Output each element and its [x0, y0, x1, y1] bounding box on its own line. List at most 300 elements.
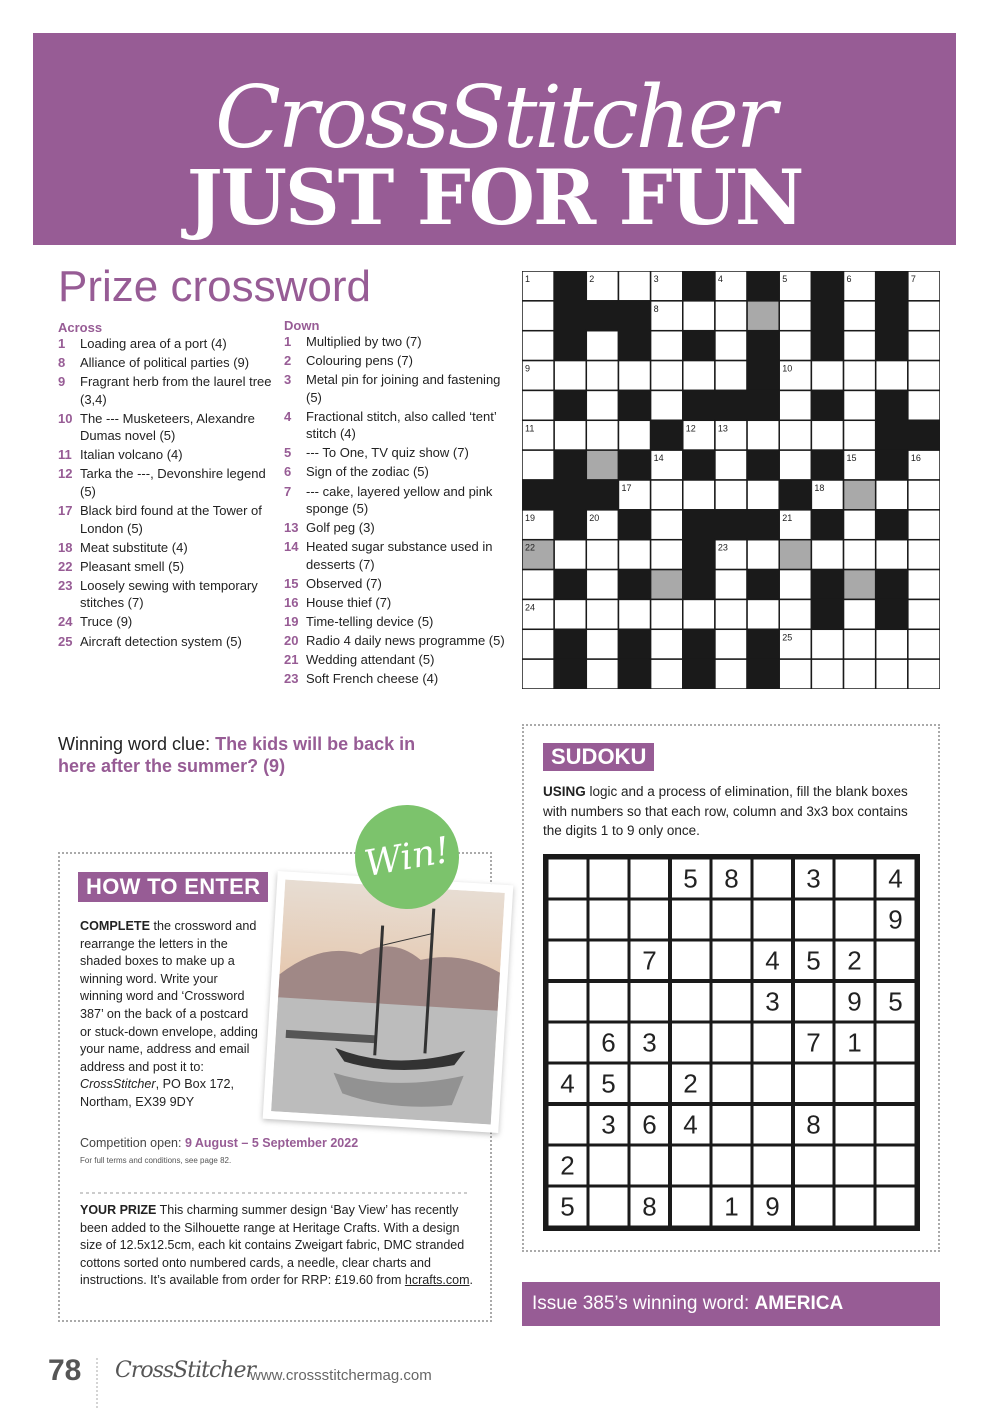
sudoku-cell[interactable]: [713, 901, 751, 939]
crossword-block: [747, 570, 779, 600]
address-brand: CrossStitcher: [80, 1077, 156, 1092]
down-clue: [284, 408, 506, 443]
crossword-cell[interactable]: [779, 301, 811, 331]
clue-text: Observed (7): [306, 575, 382, 591]
sudoku-cell[interactable]: [877, 1065, 915, 1103]
sudoku-cell[interactable]: [590, 1147, 628, 1185]
crossword-grid[interactable]: [522, 271, 940, 689]
crossword-cell-number: 23: [717, 542, 728, 553]
crossword-cell[interactable]: [844, 540, 876, 570]
crossword-cell-number: 18: [814, 483, 825, 493]
crossword-cell[interactable]: [844, 510, 876, 540]
crossword-block: [876, 570, 908, 600]
crossword-shaded-cell[interactable]: [844, 570, 876, 600]
crossword-cell[interactable]: [586, 599, 618, 629]
clue-text: Radio 4 daily news programme (5): [306, 633, 505, 649]
sudoku-digit: 3: [806, 863, 821, 894]
clue-number: 5: [284, 445, 292, 461]
sudoku-cell[interactable]: [590, 942, 628, 980]
sudoku-cell[interactable]: [549, 1106, 587, 1144]
crossword-cell[interactable]: [618, 361, 650, 391]
crossword-block: [618, 301, 650, 331]
prize-link[interactable]: hcrafts.com: [404, 1273, 470, 1288]
sudoku-cell[interactable]: [713, 1024, 751, 1062]
sudoku-digit: 1: [847, 1027, 862, 1058]
crossword-cell[interactable]: [715, 450, 747, 480]
win-badge: Win!: [347, 797, 467, 917]
sudoku-digit: 4: [888, 863, 903, 894]
sudoku-instr-bold: USING: [543, 784, 586, 799]
sudoku-digit: 4: [683, 1109, 698, 1140]
winning-word-clue: [58, 733, 458, 777]
sudoku-digit: 7: [806, 1027, 821, 1058]
sudoku-cell[interactable]: [672, 1147, 710, 1185]
crossword-cell[interactable]: [522, 659, 554, 689]
crossword-block: [683, 271, 715, 301]
across-clue: [58, 465, 273, 500]
footer-logo: CrossStitcher: [115, 1358, 255, 1383]
clue-number: 16: [284, 594, 299, 610]
crossword-block: [908, 420, 940, 450]
crossword-cell[interactable]: [747, 480, 779, 510]
across-list: [58, 335, 273, 650]
crossword-block: [618, 510, 650, 540]
sudoku-digit: 5: [683, 863, 698, 894]
sudoku-cell[interactable]: [713, 1147, 751, 1185]
sudoku-cell[interactable]: [754, 1065, 792, 1103]
crossword-shaded-cell[interactable]: [844, 480, 876, 510]
crossword-cell[interactable]: [844, 361, 876, 391]
sudoku-cell[interactable]: [795, 983, 833, 1021]
crossword-block: [554, 301, 586, 331]
crossword-cell-number: 11: [525, 423, 535, 434]
sudoku-cell[interactable]: [672, 983, 710, 1021]
clue-number: 17: [58, 503, 73, 519]
across-clue: [58, 577, 273, 612]
crossword-cell[interactable]: [715, 361, 747, 391]
winning-clue-label: Winning word clue:: [58, 734, 216, 754]
prize-body: This charming summer design ‘Bay View’ has recently been added to the Silhouette range at Heritage Crafts. With a design size of 12.5x12.5cm, each kit contains Zweigart fabric, DMC stranded cottons sorted onto numbered cards, a needle, clear charts and instructions. It’s available from order for RRP: £19.60 from: [80, 1203, 465, 1288]
crossword-block: [618, 570, 650, 600]
crossword-block: [876, 301, 908, 331]
crossword-cell[interactable]: [683, 599, 715, 629]
crossword-cell[interactable]: [683, 301, 715, 331]
crossword-cell[interactable]: [586, 420, 618, 450]
sudoku-cell[interactable]: [672, 901, 710, 939]
crossword-block: [811, 570, 843, 600]
crossword-cell[interactable]: [618, 599, 650, 629]
winning-clue-text: The kids will be back in here after the summer? (9): [58, 734, 416, 776]
crossword-block: [811, 450, 843, 480]
sudoku-cell[interactable]: [590, 983, 628, 1021]
clue-number: 22: [58, 558, 73, 574]
crossword-cell[interactable]: [908, 570, 940, 600]
down-clue: [284, 670, 506, 688]
crossword-block: [876, 450, 908, 480]
crossword-shaded-cell[interactable]: [779, 540, 811, 570]
crossword-cell[interactable]: [844, 420, 876, 450]
crossword-cell[interactable]: [618, 420, 650, 450]
crossword-block: [811, 510, 843, 540]
crossword-block: [554, 450, 586, 480]
clue-text: Aircraft detection system (5): [80, 633, 242, 649]
down-clue: [284, 575, 506, 593]
crossword-block: [554, 390, 586, 420]
sudoku-digit: 1: [724, 1191, 739, 1222]
crossword-cell-number: 15: [846, 453, 857, 464]
across-clue: [58, 613, 273, 631]
crossword-cell-number: 25: [782, 632, 793, 643]
crossword-cell-number: 16: [910, 453, 921, 464]
crossword-cell[interactable]: [651, 480, 683, 510]
crossword-cell[interactable]: [876, 361, 908, 391]
crossword-cell[interactable]: [779, 659, 811, 689]
crossword-cell[interactable]: [715, 659, 747, 689]
crossword-cell[interactable]: [715, 570, 747, 600]
crossword-block: [876, 510, 908, 540]
crossword-cell[interactable]: [651, 510, 683, 540]
crossword-cell[interactable]: [586, 331, 618, 361]
sudoku-cell[interactable]: [549, 983, 587, 1021]
crossword-cell[interactable]: [876, 540, 908, 570]
postal-address: , PO Box 172, Northam, EX39 9DY: [80, 1077, 234, 1109]
crossword-block: [811, 271, 843, 301]
crossword-cell[interactable]: [651, 540, 683, 570]
clue-text: Wedding attendant (5): [306, 652, 435, 668]
crossword-cell[interactable]: [811, 420, 843, 450]
sudoku-cell[interactable]: [877, 1147, 915, 1185]
crossword-block: [586, 480, 618, 510]
crossword-block: [683, 570, 715, 600]
crossword-cell[interactable]: [908, 599, 940, 629]
sudoku-digit: 8: [724, 863, 739, 894]
previous-winning-word: [522, 1282, 940, 1326]
sudoku-cell[interactable]: [754, 901, 792, 939]
down-clue: [284, 594, 506, 612]
crossword-cell[interactable]: [554, 540, 586, 570]
across-clue: [58, 633, 273, 651]
crossword-cell[interactable]: [651, 659, 683, 689]
crossword-cell[interactable]: [522, 331, 554, 361]
clue-number: 1: [284, 334, 292, 349]
crossword-cell[interactable]: [683, 480, 715, 510]
clue-text: Sign of the zodiac (5): [306, 464, 429, 480]
sudoku-digit: 8: [642, 1191, 657, 1222]
crossword-cell-number: 2: [589, 274, 595, 284]
crossword-cell[interactable]: [651, 629, 683, 659]
crossword-block: [876, 420, 908, 450]
crossword-cell[interactable]: [908, 390, 940, 420]
crossword-cell[interactable]: [651, 361, 683, 391]
across-clue: [58, 539, 273, 557]
crossword-cell[interactable]: [747, 599, 779, 629]
crossword-cell[interactable]: [715, 331, 747, 361]
down-clue: [284, 483, 506, 518]
crossword-cell[interactable]: [844, 599, 876, 629]
crossword-cell[interactable]: [586, 390, 618, 420]
sudoku-digit: 7: [642, 945, 657, 976]
sudoku-digit: 9: [847, 986, 862, 1017]
crossword-cell-number: 10: [782, 363, 793, 374]
sudoku-cell[interactable]: [795, 901, 833, 939]
clue-number: 12: [58, 466, 73, 482]
crossword-cell[interactable]: [586, 659, 618, 689]
sudoku-cell[interactable]: [754, 1106, 792, 1144]
crossword-cell[interactable]: [586, 570, 618, 600]
crossword-cell[interactable]: [715, 629, 747, 659]
crossword-cell[interactable]: [844, 390, 876, 420]
sudoku-digit: 4: [765, 945, 780, 976]
crossword-block: [586, 301, 618, 331]
sudoku-cell[interactable]: [713, 1065, 751, 1103]
how-to-enter-heading: HOW TO ENTER: [78, 872, 268, 902]
crossword-block: [747, 629, 779, 659]
sudoku-box-divider: [791, 854, 795, 1231]
crossword-shaded-cell[interactable]: [747, 301, 779, 331]
sudoku-cell[interactable]: [672, 1188, 710, 1226]
sudoku-digit: 9: [765, 1191, 780, 1222]
clue-text: --- To One, TV quiz show (7): [306, 445, 469, 461]
crossword-cell[interactable]: [683, 361, 715, 391]
clue-number: 8: [58, 355, 66, 371]
crossword-cell-number: 6: [846, 274, 852, 284]
crossword-cell[interactable]: [586, 540, 618, 570]
crossword-shaded-cell[interactable]: [586, 450, 618, 480]
clue-text: Heated sugar substance used in desserts (7): [306, 539, 493, 572]
crossword-block: [683, 659, 715, 689]
sudoku-digit: 6: [642, 1109, 657, 1140]
down-list: [284, 333, 506, 688]
across-heading: Across: [58, 320, 103, 335]
sudoku-cell[interactable]: [877, 1024, 915, 1062]
crossword-cell[interactable]: [811, 629, 843, 659]
crossword-cell[interactable]: [522, 629, 554, 659]
clue-text: Multiplied by two (7): [306, 334, 422, 349]
crossword-cell-number: 7: [910, 274, 916, 284]
sudoku-cell[interactable]: [631, 860, 669, 898]
footer-website[interactable]: www.crossstitchermag.com: [250, 1367, 432, 1384]
clue-number: 20: [284, 633, 299, 649]
sudoku-cell[interactable]: [590, 1188, 628, 1226]
sudoku-cell[interactable]: [590, 901, 628, 939]
crossword-block: [554, 271, 586, 301]
crossword-block: [554, 331, 586, 361]
crossword-cell[interactable]: [618, 271, 650, 301]
down-clue: [284, 333, 506, 351]
down-clue: [284, 613, 506, 631]
crossword-cell[interactable]: [554, 361, 586, 391]
sudoku-cell[interactable]: [631, 1147, 669, 1185]
prize-description: [80, 1202, 475, 1290]
clue-text: The --- Musketeers, Alexandre Dumas novel (5): [80, 410, 255, 444]
crossword-cell[interactable]: [651, 331, 683, 361]
sudoku-cell[interactable]: [549, 942, 587, 980]
sudoku-cell[interactable]: [549, 901, 587, 939]
crossword-block: [618, 331, 650, 361]
clue-number: 19: [284, 614, 299, 630]
crossword-cell[interactable]: [651, 390, 683, 420]
complete-label: COMPLETE: [80, 919, 150, 933]
clue-text: Pleasant smell (5): [80, 558, 185, 574]
clue-text: Loading area of a port (4): [80, 336, 227, 351]
sudoku-cell[interactable]: [549, 860, 587, 898]
crossword-cell[interactable]: [747, 420, 779, 450]
crossword-cell[interactable]: [586, 629, 618, 659]
crossword-cell[interactable]: [779, 450, 811, 480]
sudoku-cell[interactable]: [754, 860, 792, 898]
clue-text: Meat substitute (4): [80, 539, 188, 555]
sudoku-cell[interactable]: [631, 901, 669, 939]
crossword-cell[interactable]: [779, 570, 811, 600]
sudoku-cell[interactable]: [549, 1024, 587, 1062]
sudoku-cell[interactable]: [877, 1106, 915, 1144]
crossword-cell[interactable]: [618, 540, 650, 570]
crossword-cell-number: 21: [782, 512, 793, 523]
sudoku-cell[interactable]: [631, 983, 669, 1021]
crossword-cell[interactable]: [779, 420, 811, 450]
sudoku-cell[interactable]: [631, 1065, 669, 1103]
clue-text: Golf peg (3): [306, 520, 375, 536]
crossword-cell[interactable]: [522, 570, 554, 600]
sudoku-cell[interactable]: [836, 1147, 874, 1185]
crossword-shaded-cell[interactable]: [651, 570, 683, 600]
sudoku-cell[interactable]: [754, 1147, 792, 1185]
crossword-cell[interactable]: [876, 659, 908, 689]
sudoku-cell[interactable]: [795, 1147, 833, 1185]
crossword-cell[interactable]: [522, 301, 554, 331]
crossword-cell[interactable]: [779, 390, 811, 420]
down-clue: [284, 651, 506, 669]
sudoku-cell[interactable]: [713, 942, 751, 980]
clue-number: 6: [284, 464, 292, 480]
clue-text: Soft French cheese (4): [306, 671, 439, 687]
across-clue: [58, 446, 273, 464]
crossword-cell-number: 3: [653, 274, 659, 284]
crossword-block: [651, 420, 683, 450]
crossword-cell[interactable]: [779, 331, 811, 361]
sudoku-cell[interactable]: [877, 942, 915, 980]
clue-number: 10: [58, 410, 73, 426]
crossword-cell[interactable]: [908, 361, 940, 391]
across-clue: [58, 354, 273, 372]
crossword-cell[interactable]: [876, 480, 908, 510]
clue-number: 25: [58, 633, 73, 649]
sudoku-digit: 5: [601, 1068, 616, 1099]
crossword-cell[interactable]: [715, 480, 747, 510]
sudoku-cell[interactable]: [672, 942, 710, 980]
crossword-cell[interactable]: [908, 301, 940, 331]
crossword-cell[interactable]: [811, 659, 843, 689]
crossword-cell[interactable]: [522, 390, 554, 420]
clue-number: 3: [284, 372, 292, 388]
crossword-cell[interactable]: [747, 540, 779, 570]
crossword-cell[interactable]: [844, 331, 876, 361]
crossword-cell[interactable]: [876, 629, 908, 659]
sudoku-cell[interactable]: [672, 1024, 710, 1062]
sudoku-cell[interactable]: [795, 1188, 833, 1226]
clue-text: Fractional stitch, also called ‘tent’ stitch (4): [306, 408, 497, 442]
header-banner: [33, 33, 956, 245]
crossword-block: [554, 659, 586, 689]
terms-note: For full terms and conditions, see page 82.: [80, 1156, 232, 1165]
crossword-block: [747, 450, 779, 480]
sudoku-cell[interactable]: [590, 860, 628, 898]
sudoku-grid[interactable]: [543, 854, 920, 1231]
sudoku-cell[interactable]: [795, 1065, 833, 1103]
crossword-cell[interactable]: [554, 420, 586, 450]
crossword-cell-number: 4: [717, 274, 723, 284]
crossword-cell[interactable]: [651, 599, 683, 629]
sudoku-cell[interactable]: [836, 860, 874, 898]
clue-number: 18: [58, 539, 73, 555]
crossword-cell-number: 17: [621, 483, 632, 493]
clue-text: Fragrant herb from the laurel tree (3,4): [80, 374, 272, 407]
crossword-cell[interactable]: [715, 599, 747, 629]
crossword-block: [522, 480, 554, 510]
crossword-cell[interactable]: [779, 599, 811, 629]
prize-photo: [263, 871, 514, 1133]
crossword-cell[interactable]: [715, 301, 747, 331]
crossword-block: [618, 629, 650, 659]
crossword-cell[interactable]: [908, 331, 940, 361]
sudoku-digit: 5: [560, 1191, 575, 1222]
crossword-cell[interactable]: [522, 450, 554, 480]
down-clue: [284, 538, 506, 573]
crossword-block: [779, 480, 811, 510]
clue-number: 4: [284, 408, 292, 424]
bay-view-image: [271, 880, 505, 1125]
sudoku-cell[interactable]: [877, 1188, 915, 1226]
down-clue: [284, 463, 506, 481]
crossword-cell[interactable]: [908, 629, 940, 659]
crossword-cell[interactable]: [554, 599, 586, 629]
clue-text: Truce (9): [80, 614, 133, 630]
sudoku-cell[interactable]: [836, 1188, 874, 1226]
crossword-cell[interactable]: [844, 301, 876, 331]
across-clue: [58, 558, 273, 576]
sudoku-cell[interactable]: [713, 1106, 751, 1144]
sudoku-digit: 2: [847, 945, 862, 976]
crossword-cell[interactable]: [908, 510, 940, 540]
crossword-cell[interactable]: [811, 361, 843, 391]
clue-number: 7: [284, 483, 292, 499]
across-clue: [58, 373, 273, 408]
sudoku-cell[interactable]: [713, 983, 751, 1021]
sudoku-cell[interactable]: [754, 1024, 792, 1062]
crossword-cell[interactable]: [844, 659, 876, 689]
crossword-cell[interactable]: [811, 540, 843, 570]
sudoku-cell[interactable]: [836, 1065, 874, 1103]
across-clues: [58, 320, 273, 652]
crossword-block: [747, 331, 779, 361]
crossword-block: [876, 599, 908, 629]
sudoku-instr-text: logic and a process of elimination, fill the blank boxes with numbers so that each row, column and 3x3 box contains the digits 1 to 9 only once.: [543, 784, 908, 838]
crossword-cell[interactable]: [908, 480, 940, 510]
crossword-block: [683, 450, 715, 480]
crossword-block: [811, 331, 843, 361]
crossword-title: Prize crossword: [58, 262, 371, 311]
crossword-cell[interactable]: [908, 540, 940, 570]
sudoku-cell[interactable]: [836, 901, 874, 939]
crossword-cell-number: 14: [653, 453, 664, 464]
clue-number: 1: [58, 336, 66, 351]
issue-label: Issue 385’s winning word:: [532, 1293, 755, 1314]
sudoku-cell[interactable]: [836, 1106, 874, 1144]
crossword-cell[interactable]: [844, 629, 876, 659]
crossword-cell[interactable]: [586, 361, 618, 391]
crossword-block: [747, 390, 779, 420]
crossword-cell[interactable]: [908, 659, 940, 689]
